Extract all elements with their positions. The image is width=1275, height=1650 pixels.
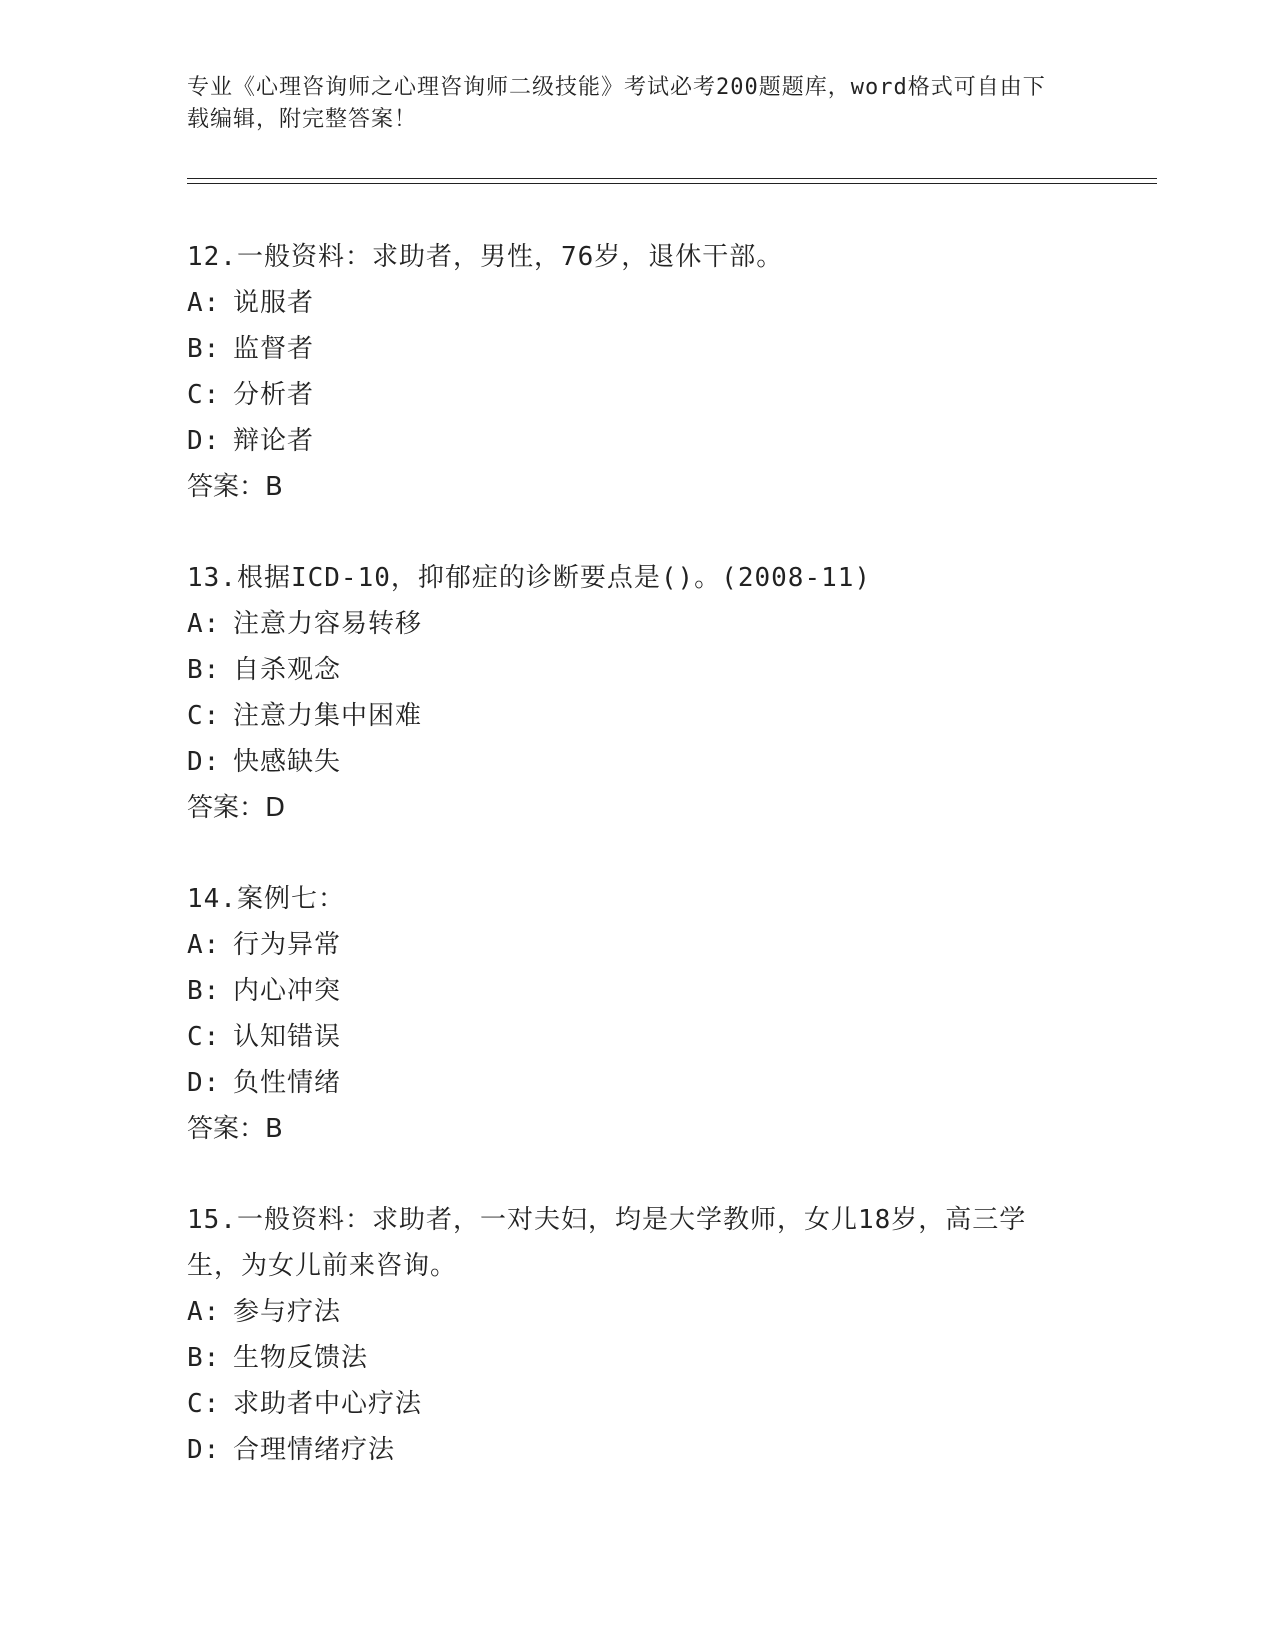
option-letter: A: xyxy=(187,288,221,318)
option-text: 辩论者 xyxy=(233,426,315,456)
answer-line: 答案：D xyxy=(187,793,286,823)
option-text: 自杀观念 xyxy=(233,655,342,685)
option-b xyxy=(187,968,1067,1014)
option-letter: D: xyxy=(187,1435,221,1465)
answer-line: 答案：B xyxy=(187,1114,283,1144)
option-d xyxy=(187,1427,1067,1473)
question-title: 12.一般资料：求助者，男性，76岁，退休干部。 xyxy=(187,242,784,272)
question-12 xyxy=(187,234,1067,510)
option-text: 快感缺失 xyxy=(233,747,342,777)
option-text: 注意力容易转移 xyxy=(233,609,423,639)
option-c xyxy=(187,1381,1067,1427)
option-text: 参与疗法 xyxy=(233,1297,342,1327)
option-d xyxy=(187,418,1067,464)
option-letter: B: xyxy=(187,334,221,364)
option-a xyxy=(187,601,1067,647)
option-text: 合理情绪疗法 xyxy=(233,1435,396,1465)
option-b xyxy=(187,647,1067,693)
option-letter: C: xyxy=(187,1389,221,1419)
question-title: 14.案例七： xyxy=(187,884,345,914)
option-a xyxy=(187,922,1067,968)
option-letter: A: xyxy=(187,609,221,639)
option-text: 监督者 xyxy=(233,334,315,364)
question-14 xyxy=(187,876,1067,1152)
option-a xyxy=(187,280,1067,326)
answer-line: 答案：B xyxy=(187,472,283,502)
option-letter: D: xyxy=(187,747,221,777)
option-b xyxy=(187,326,1067,372)
option-letter: C: xyxy=(187,1022,221,1052)
option-text: 行为异常 xyxy=(233,930,342,960)
question-15 xyxy=(187,1197,1067,1473)
option-text: 内心冲突 xyxy=(233,976,342,1006)
option-letter: A: xyxy=(187,1297,221,1327)
option-letter: C: xyxy=(187,701,221,731)
question-title: 13.根据ICD-10，抑郁症的诊断要点是()。(2008-11) xyxy=(187,563,872,593)
option-c xyxy=(187,693,1067,739)
header-divider-top xyxy=(187,178,1157,179)
option-c xyxy=(187,372,1067,418)
option-d xyxy=(187,1060,1067,1106)
option-letter: D: xyxy=(187,1068,221,1098)
option-text: 注意力集中困难 xyxy=(233,701,423,731)
option-text: 分析者 xyxy=(233,380,315,410)
option-a xyxy=(187,1289,1067,1335)
header-divider-bottom xyxy=(187,183,1157,184)
option-letter: B: xyxy=(187,655,221,685)
option-letter: D: xyxy=(187,426,221,456)
option-b xyxy=(187,1335,1067,1381)
option-text: 求助者中心疗法 xyxy=(233,1389,423,1419)
document-header: 专业《心理咨询师之心理咨询师二级技能》考试必考200题题库，word格式可自由下载编辑，附完整答案！ xyxy=(187,75,1046,132)
option-letter: B: xyxy=(187,1343,221,1373)
option-d xyxy=(187,739,1067,785)
option-text: 生物反馈法 xyxy=(233,1343,369,1373)
option-letter: C: xyxy=(187,380,221,410)
option-letter: B: xyxy=(187,976,221,1006)
option-letter: A: xyxy=(187,930,221,960)
option-text: 负性情绪 xyxy=(233,1068,342,1098)
question-13 xyxy=(187,555,1067,831)
option-c xyxy=(187,1014,1067,1060)
option-text: 说服者 xyxy=(233,288,315,318)
question-title: 15.一般资料：求助者，一对夫妇，均是大学教师，女儿18岁，高三学生，为女儿前来咨询。 xyxy=(187,1205,1027,1281)
option-text: 认知错误 xyxy=(233,1022,342,1052)
